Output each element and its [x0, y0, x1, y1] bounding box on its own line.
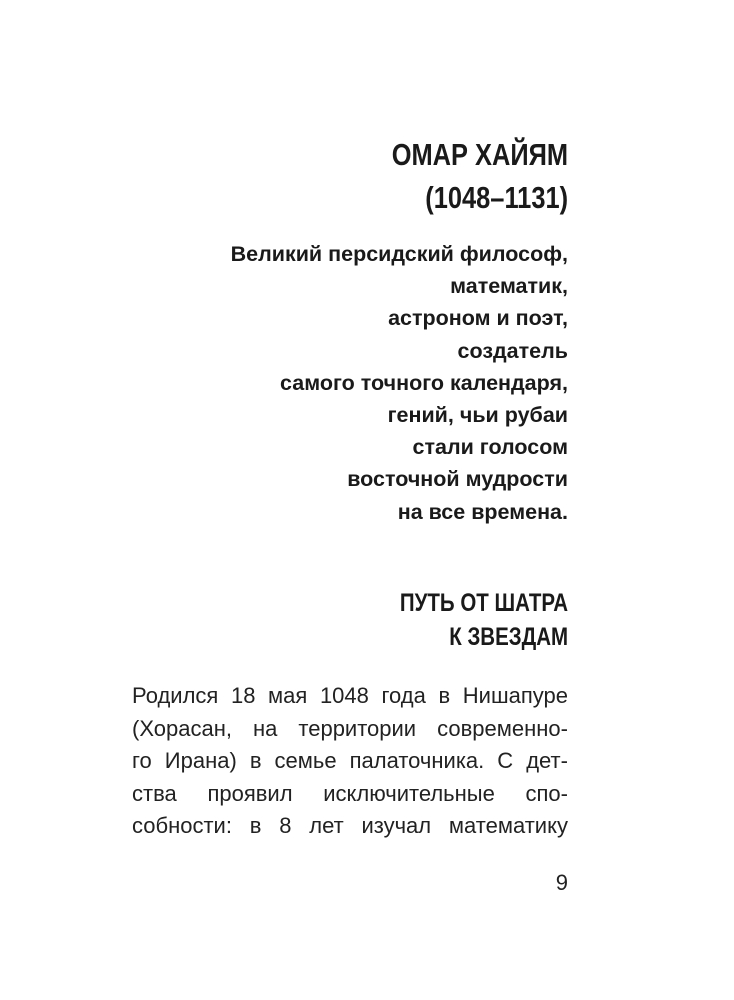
- body-word: Родился: [132, 683, 219, 708]
- section-heading: [400, 586, 568, 654]
- body-word: дет-: [526, 748, 568, 773]
- body-word: собности:: [132, 813, 232, 838]
- author-name: ОМАР ХАЙЯМ: [391, 137, 568, 172]
- body-word: проявил: [207, 780, 293, 806]
- intro-line: восточной мудрости: [347, 467, 568, 492]
- intro-epigraph: [231, 238, 568, 528]
- intro-line: создатель: [457, 338, 568, 363]
- body-word: го: [132, 748, 152, 773]
- body-line: [132, 680, 568, 713]
- body-word: изучал: [361, 813, 432, 838]
- intro-line: самого точного календаря,: [280, 370, 568, 395]
- body-word: семье: [274, 748, 337, 773]
- body-word: современно-: [437, 715, 568, 741]
- body-line: [132, 745, 568, 778]
- body-word: палаточника.: [349, 748, 485, 773]
- body-word: спо-: [525, 780, 568, 806]
- body-word: в: [249, 813, 262, 838]
- body-word: исключительные: [323, 780, 495, 806]
- body-word: (Хорасан,: [132, 715, 232, 741]
- body-word: в: [438, 683, 451, 708]
- body-word: года: [381, 683, 426, 708]
- body-paragraph: [132, 680, 568, 843]
- body-word: мая: [268, 683, 308, 708]
- body-word: Ирана): [164, 748, 237, 773]
- intro-line: математик,: [450, 274, 568, 299]
- intro-line: стали голосом: [412, 435, 568, 460]
- body-word: территории: [298, 715, 417, 741]
- body-word: Нишапуре: [462, 683, 568, 708]
- section-heading-line: ПУТЬ ОТ ШАТРА: [399, 589, 568, 617]
- page-number: 9: [555, 870, 568, 895]
- body-word: в: [249, 748, 262, 773]
- body-word: математику: [448, 813, 568, 838]
- body-word: лет: [309, 813, 344, 838]
- section-heading-line: К ЗВЕЗДАМ: [449, 623, 568, 651]
- body-line: [132, 713, 568, 746]
- intro-line: Великий персидский философ,: [230, 242, 568, 266]
- intro-line: гений, чьи рубаи: [387, 403, 568, 428]
- body-line: [132, 778, 568, 811]
- body-word: ства: [132, 780, 177, 806]
- intro-line: астроном и поэт,: [388, 306, 568, 331]
- body-word: 1048: [319, 683, 369, 708]
- body-word: 18: [230, 683, 256, 708]
- body-line: [132, 810, 568, 843]
- intro-line: на все времена.: [397, 499, 568, 524]
- page-title: [392, 133, 568, 219]
- body-word: на: [252, 715, 278, 741]
- body-word: С: [497, 748, 514, 773]
- body-word: 8: [279, 813, 292, 838]
- author-years: (1048–1131): [425, 180, 568, 215]
